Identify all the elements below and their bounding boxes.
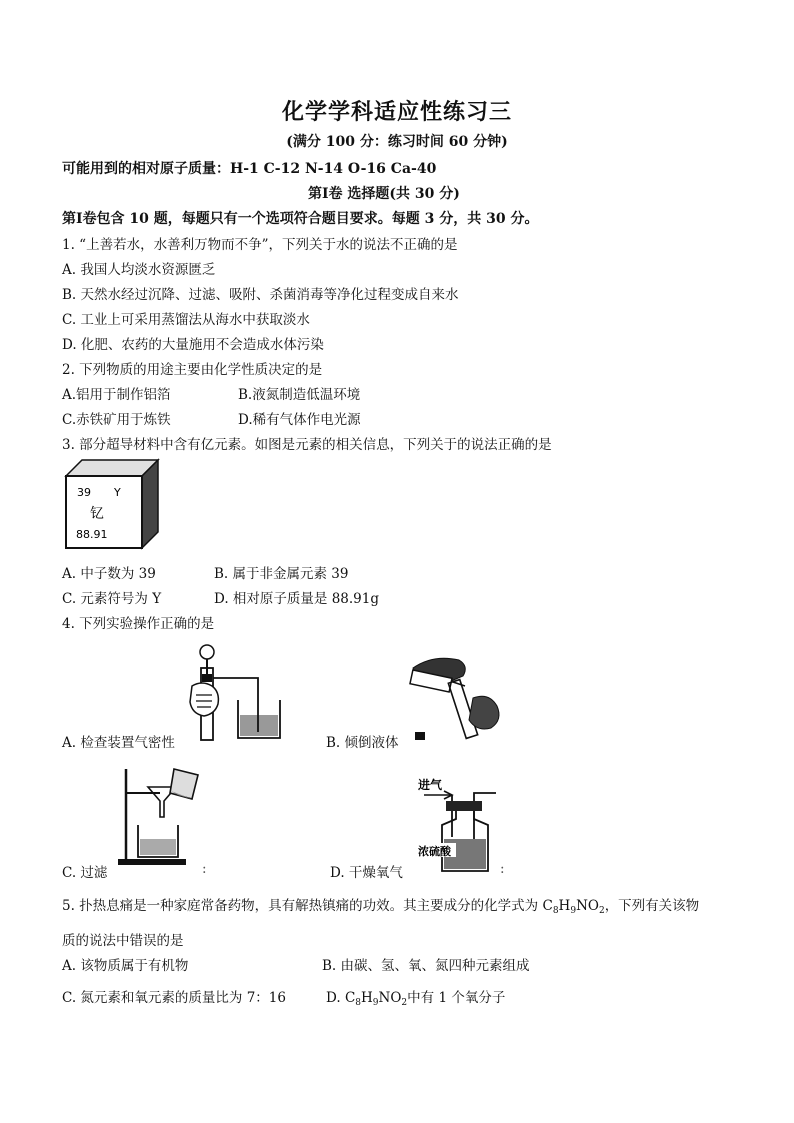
- question-5-stem-line2: 质的说法中错误的是: [62, 933, 184, 949]
- figure-airtightness-check: [180, 640, 290, 745]
- page-title: 化学学科适应性练习三: [281, 99, 512, 125]
- question-2-stem: 2. 下列物质的用途主要由化学性质决定的是: [62, 362, 323, 378]
- question-5-option-d-label: D.: [326, 990, 345, 1006]
- page-subtitle: (满分 100 分：练习时间 60 分钟): [286, 134, 508, 150]
- question-3-option-a[interactable]: A. 中子数为 39: [62, 566, 156, 582]
- question-1-option-a[interactable]: A. 我国人均淡水资源匮乏: [62, 262, 216, 278]
- question-3-option-b[interactable]: B. 属于非金属元素 39: [214, 566, 349, 582]
- atomic-masses: 可能用到的相对原子质量：H-1 C-12 N-14 O-16 Ca-40: [62, 161, 437, 177]
- question-3-stem: 3. 部分超导材料中含有亿元素。如图是元素的相关信息，下列关于的说法正确的是: [62, 437, 552, 453]
- question-5-option-c[interactable]: C. 氮元素和氧元素的质量比为 7：16: [62, 990, 286, 1006]
- question-5-stem-part2: ，下列有关该物: [604, 898, 700, 914]
- question-1-option-c[interactable]: C. 工业上可采用蒸馏法从海水中获取淡水: [62, 312, 310, 328]
- question-4-option-a[interactable]: A. 检查装置气密性: [62, 735, 175, 751]
- question-5-option-b[interactable]: B. 由碳、氢、氧、氮四种元素组成: [322, 958, 530, 974]
- question-4-option-c[interactable]: C. 过滤: [62, 865, 108, 881]
- section-instructions: 第Ⅰ卷包含 10 题，每题只有一个选项符合题目要求。每题 3 分，共 30 分。: [62, 211, 539, 227]
- element-yttrium-cube: [64, 458, 162, 550]
- section-title: 第Ⅰ卷 选择题(共 30 分): [308, 186, 460, 202]
- figure-filtration: [112, 765, 208, 868]
- element-symbol: Y: [114, 486, 121, 499]
- figure-drying-oxygen: [418, 775, 504, 875]
- question-1-option-d[interactable]: D. 化肥、农药的大量施用不会造成水体污染: [62, 337, 324, 353]
- question-5-formula: $C_8H_9NO_2$: [542, 898, 605, 916]
- element-atomic-number: 39: [77, 486, 91, 499]
- question-5-stem: [62, 894, 699, 916]
- question-5-option-d-suffix: 中有 1 个氧分子: [407, 990, 506, 1006]
- question-2-option-c[interactable]: C.赤铁矿用于炼铁: [62, 412, 171, 428]
- question-4-option-b[interactable]: B. 倾倒液体: [326, 735, 399, 751]
- question-4-option-d[interactable]: D. 干燥氧气: [330, 865, 403, 881]
- question-2-option-d[interactable]: D.稀有气体作电光源: [238, 412, 361, 428]
- figure-d-tick: :: [500, 861, 505, 877]
- question-1-option-b[interactable]: B. 天然水经过沉降、过滤、吸附、杀菌消毒等净化过程变成自来水: [62, 287, 459, 303]
- figure-label-gas-in: 进气: [418, 778, 443, 792]
- question-5-stem-part1: 5. 扑热息痛是一种家庭常备药物，具有解热镇痛的功效。其主要成分的化学式为: [62, 898, 543, 914]
- question-2-option-a[interactable]: A.铝用于制作铝箔: [62, 387, 171, 403]
- element-atomic-mass: 88.91: [76, 528, 108, 541]
- question-3-option-c[interactable]: C. 元素符号为 Y: [62, 591, 162, 607]
- question-4-stem: 4. 下列实验操作正确的是: [62, 616, 215, 632]
- question-2-option-b[interactable]: B.液氮制造低温环境: [238, 387, 361, 403]
- element-name: 钇: [90, 506, 104, 522]
- question-5-option-a[interactable]: A. 该物质属于有机物: [62, 958, 189, 974]
- question-5-option-d[interactable]: [326, 986, 505, 1008]
- question-3-option-d[interactable]: D. 相对原子质量是 88.91g: [214, 591, 380, 607]
- figure-label-acid: 浓硫酸: [418, 845, 451, 858]
- figure-c-tick: :: [202, 861, 207, 877]
- figure-pouring-liquid: [405, 650, 510, 745]
- question-5-option-d-formula: $C_8H_9NO_2$: [344, 990, 408, 1008]
- question-1-stem: 1. “上善若水，水善利万物而不争”，下列关于水的说法不正确的是: [62, 237, 458, 253]
